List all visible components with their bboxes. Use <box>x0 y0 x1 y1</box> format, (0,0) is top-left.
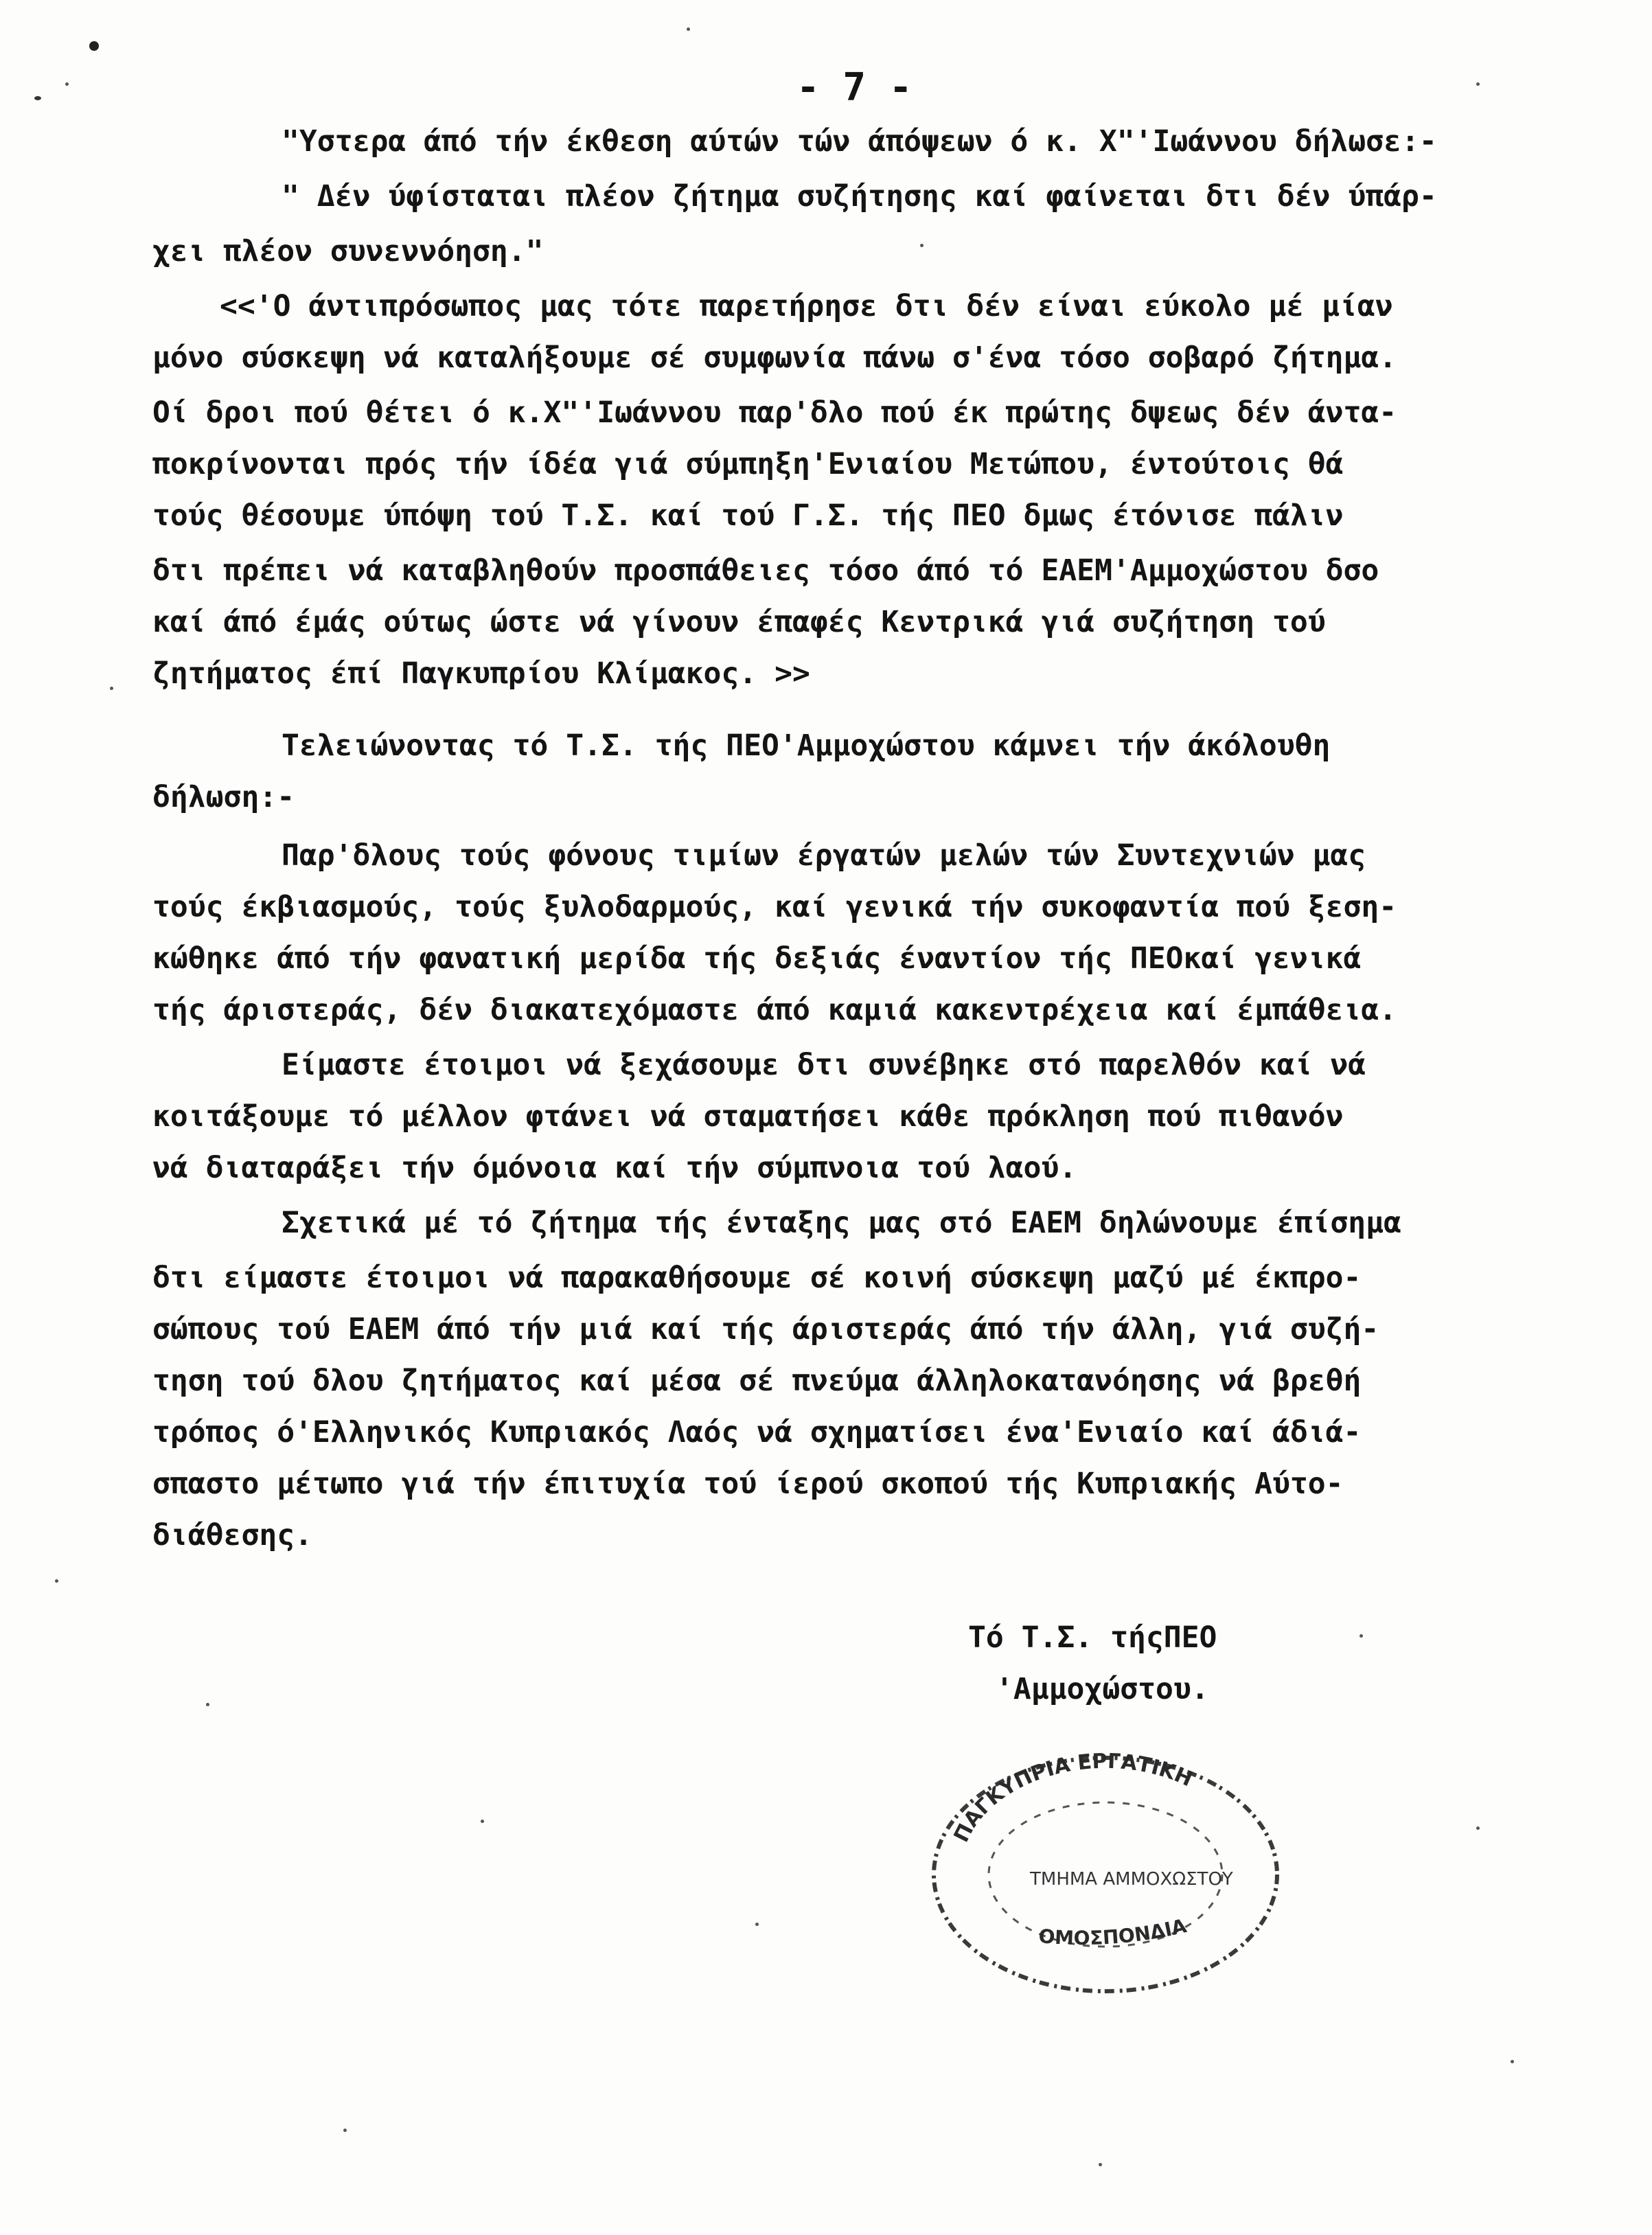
text-line: τής άριστεράς, δέν διακατεχόμαστε άπό καμιά κακεντρέχεια καί έμπάθεια. <box>152 993 1397 1027</box>
text-line: σώπους τού ΕΑΕΜ άπό τήν μιά καί τής άριστεράς άπό τήν άλλη, γιά συζή- <box>152 1312 1379 1346</box>
scan-speck <box>65 82 69 86</box>
scan-speck <box>1099 2163 1102 2166</box>
text-line: Τελειώνοντας τό Τ.Σ. τής ΠΕΟ'Αμμοχώστου κάμνει τήν άκόλουθη <box>282 729 1331 763</box>
stamp-middle-text: ΤΜΗΜΑ ΑΜΜΟΧΩΣΤΟΥ <box>1030 1869 1233 1890</box>
text-line: <<'Ο άντιπρόσωπος μας τότε παρετήρησε δτι δέν είναι εύκολο μέ μίαν <box>220 289 1393 323</box>
text-line: καί άπό έμάς ούτως ώστε νά γίνουν έπαφές Κεντρικά γιά συζήτηση τού <box>152 605 1326 639</box>
text-line: Παρ'δλους τούς φόνους τιμίων έργατών μελών τών Συντεχνιών μας <box>282 838 1366 873</box>
text-line: τούς έκβιασμούς, τούς ξυλοδαρμούς, καί γενικά τήν συκοφαντία πού ξεση- <box>152 890 1397 924</box>
stamp-bottom-text: ΟΜΟΣΠΟΝΔΙΑ <box>1037 1914 1189 1950</box>
text-line: " Δέν ύφίσταται πλέον ζήτημα συζήτησης καί φαίνεται δτι δέν ύπάρ- <box>282 179 1437 214</box>
text-line: ποκρίνονται πρός τήν ίδέα γιά σύμπηξη'Ενιαίου Μετώπου, έντούτοις θά <box>152 447 1344 481</box>
scan-speck <box>55 1579 58 1583</box>
scan-speck <box>1476 82 1480 86</box>
text-line: Οί δροι πού θέτει ό κ.Χ"'Ιωάννου παρ'δλο πού έκ πρώτης δψεως δέν άντα- <box>152 396 1397 430</box>
scan-speck <box>110 687 113 690</box>
text-line: "Υστερα άπό τήν έκθεση αύτών τών άπόψεων ό κ. Χ"'Ιωάννου δήλωσε:- <box>282 124 1437 159</box>
scan-speck <box>687 27 690 31</box>
scan-speck <box>920 244 923 247</box>
text-line: τούς θέσουμε ύπόψη τού Τ.Σ. καί τού Γ.Σ. τής ΠΕΟ δμως έτόνισε πάλιν <box>152 498 1344 533</box>
text-line: νά διαταράξει τήν όμόνοια καί τήν σύμπνοια τού λαού. <box>152 1151 1077 1185</box>
signature-line-1: Τό Τ.Σ. τήςΠΕΟ <box>968 1620 1217 1655</box>
scan-speck <box>481 1820 484 1823</box>
stamp-arc-text: ΠΑΓΚΥΠΡΙΑ ΕΡΓΑΤΙΚΗ <box>949 1749 1196 1846</box>
text-line: ζητήματος έπί Παγκυπρίου Κλίμακος. >> <box>152 656 810 691</box>
scan-speck <box>343 2129 347 2132</box>
text-line: σπαστο μέτωπο γιά τήν έπιτυχία τού ίερού σκοπού τής Κυπριακής Αύτο- <box>152 1467 1344 1501</box>
text-line: Είμαστε έτοιμοι νά ξεχάσουμε δτι συνέβηκε στό παρελθόν καί νά <box>282 1048 1366 1082</box>
scan-speck <box>755 1923 759 1926</box>
page-number: - 7 - <box>796 65 913 110</box>
text-line: δήλωση:- <box>152 780 295 814</box>
signature-line-2: 'Αμμοχώστου. <box>996 1672 1209 1706</box>
text-line: τρόπος ό'Ελληνικός Κυπριακός Λαός νά σχηματίσει ένα'Ενιαίο καί άδιά- <box>152 1415 1362 1449</box>
text-line: δτι είμαστε έτοιμοι νά παρακαθήσουμε σέ κοινή σύσκεψη μαζύ μέ έκπρο- <box>152 1261 1362 1295</box>
scan-speck <box>89 41 99 51</box>
text-line: τηση τού δλου ζητήματος καί μέσα σέ πνεύμα άλληλοκατανόησης νά βρεθή <box>152 1364 1362 1398</box>
organization-stamp <box>913 1730 1298 2005</box>
text-line: κοιτάξουμε τό μέλλον φτάνει νά σταματήσει κάθε πρόκληση πού πιθανόν <box>152 1099 1344 1134</box>
scan-speck <box>1360 1634 1363 1638</box>
text-line: διάθεσης. <box>152 1518 312 1552</box>
scan-speck <box>1511 2060 1514 2063</box>
text-line: μόνο σύσκεψη νά καταλήξουμε σέ συμφωνία πάνω σ'ένα τόσο σοβαρό ζήτημα. <box>152 341 1397 375</box>
text-line: κώθηκε άπό τήν φανατική μερίδα τής δεξιάς έναντίον τής ΠΕΟκαί γενικά <box>152 941 1362 976</box>
scan-speck <box>34 96 41 100</box>
text-line: χει πλέον συνεννόηση." <box>152 234 544 268</box>
text-line: Σχετικά μέ τό ζήτημα τής ένταξης μας στό ΕΑΕΜ δηλώνουμε έπίσημα <box>282 1206 1401 1240</box>
scan-speck <box>1476 1826 1480 1830</box>
text-line: δτι πρέπει νά καταβληθούν προσπάθειες τόσο άπό τό ΕΑΕΜ'Αμμοχώστου δσο <box>152 553 1379 588</box>
scan-speck <box>206 1703 209 1706</box>
